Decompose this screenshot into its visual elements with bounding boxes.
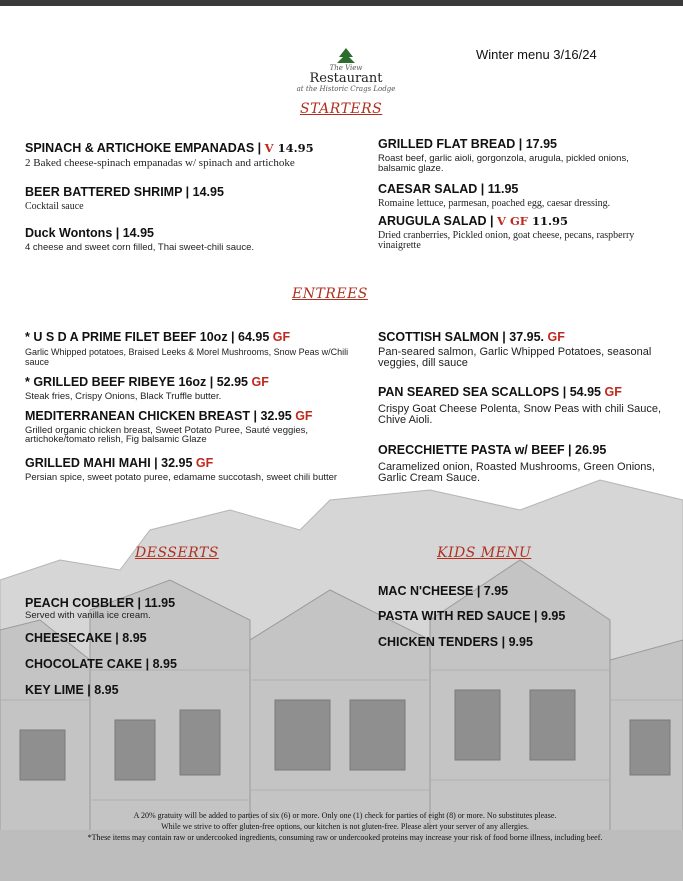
menu-item xyxy=(25,330,355,367)
menu-item xyxy=(378,443,673,484)
item-description: Romaine lettuce, parmesan, poached egg, caesar dressing. xyxy=(378,198,611,209)
menu-item xyxy=(378,635,663,650)
item-name: KEY LIME | 8.95 xyxy=(25,683,119,697)
item-name: MAC N'CHEESE | 7.95 xyxy=(378,584,509,598)
menu-item xyxy=(25,631,325,646)
menu-item xyxy=(25,683,325,698)
item-name: * U S D A PRIME FILET BEEF 10oz | 64.95 xyxy=(25,330,273,344)
item-tag: V GF xyxy=(497,214,528,228)
menu-item xyxy=(378,137,663,174)
item-tag: V xyxy=(264,141,274,155)
restaurant-logo xyxy=(296,48,396,93)
item-description: Steak fries, Crispy Onions, Black Truffle butter. xyxy=(25,391,222,402)
item-name: CHICKEN TENDERS | 9.95 xyxy=(378,635,533,649)
section-kids-menu: KIDS MENU xyxy=(437,545,532,561)
item-name: GRILLED MAHI MAHI | 32.95 xyxy=(25,456,196,470)
item-name: BEER BATTERED SHRIMP | 14.95 xyxy=(25,185,224,199)
item-description: Dried cranberries, Pickled onion, goat cheese, pecans, raspberry vinaigrette xyxy=(378,230,635,251)
item-name: CHEESECAKE | 8.95 xyxy=(25,631,147,645)
menu-item xyxy=(25,185,325,212)
item-description: Cocktail sauce xyxy=(25,201,84,212)
logo-small-bottom: at the Historic Crags Lodge xyxy=(296,85,396,93)
item-description: Pan-seared salmon, Garlic Whipped Potatoes, seasonal veggies, dill sauce xyxy=(378,346,652,369)
item-description: Garlic Whipped potatoes, Braised Leeks & Morel Mushrooms, Snow Peas w/Chili sauce xyxy=(25,347,349,367)
item-name: Duck Wontons | 14.95 xyxy=(25,226,154,240)
menu-item xyxy=(25,596,325,621)
footer-line: While we strive to offer gluten-free options, our kitchen is not gluten-free. Please alert your server of any allergies. xyxy=(161,822,529,831)
menu-date: Winter menu 3/16/24 xyxy=(476,47,597,62)
menu-item xyxy=(378,182,663,209)
item-price: 14.95 xyxy=(273,141,314,155)
menu-item xyxy=(25,226,345,253)
item-tag: GF xyxy=(272,330,291,344)
section-desserts: DESSERTS xyxy=(135,545,219,561)
item-name: PAN SEARED SEA SCALLOPS | 54.95 xyxy=(378,385,605,399)
item-name: ARUGULA SALAD | xyxy=(378,214,498,228)
menu-item xyxy=(25,657,325,672)
menu-item xyxy=(25,409,365,444)
item-description: Grilled organic chicken breast, Sweet Potato Puree, Sauté veggies, artichoke/tomato relish, Fig balsamic Glaze xyxy=(25,425,309,445)
item-description: Persian spice, sweet potato puree, edamame succotash, sweet chili butter xyxy=(25,472,338,483)
item-tag: GF xyxy=(604,385,622,399)
menu-item xyxy=(378,214,663,251)
menu-item xyxy=(378,609,663,624)
item-description: Caramelized onion, Roasted Mushrooms, Green Onions, Garlic Cream Sauce. xyxy=(378,461,655,484)
item-description: Roast beef, garlic aioli, gorgonzola, arugula, pickled onions, balsamic glaze. xyxy=(378,153,629,174)
item-name: * GRILLED BEEF RIBEYE 16oz | 52.95 xyxy=(25,375,252,389)
item-price: 11.95 xyxy=(527,214,568,228)
footer-line: A 20% gratuity will be added to parties of six (6) or more. Only one (1) check for parties of eight (8) or more. No substitutes please. xyxy=(133,811,557,820)
item-name: CHOCOLATE CAKE | 8.95 xyxy=(25,657,177,671)
logo-name: Restaurant xyxy=(309,71,383,86)
logo-small-top: The View xyxy=(329,64,363,72)
menu-item xyxy=(378,330,663,369)
item-name: PEACH COBBLER | 11.95 xyxy=(25,596,176,610)
item-description: Crispy Goat Cheese Polenta, Snow Peas with chili Sauce, Chive Aioli. xyxy=(378,403,662,426)
item-tag: GF xyxy=(251,375,269,389)
menu-item xyxy=(25,141,325,169)
tree-icon xyxy=(335,48,357,64)
item-description: Served with vanilla ice cream. xyxy=(25,610,151,621)
item-name: CAESAR SALAD | 11.95 xyxy=(378,182,519,196)
item-name: SPINACH & ARTICHOKE EMPANADAS | xyxy=(25,141,265,155)
top-bar xyxy=(0,0,683,6)
footer-disclaimer xyxy=(40,810,650,843)
item-name: ORECCHIETTE PASTA w/ BEEF | 26.95 xyxy=(378,443,607,457)
menu-item xyxy=(25,456,355,482)
item-name: GRILLED FLAT BREAD | 17.95 xyxy=(378,137,557,151)
item-description: 2 Baked cheese-spinach empanadas w/ spinach and artichoke xyxy=(25,157,295,169)
item-name: PASTA WITH RED SAUCE | 9.95 xyxy=(378,609,566,623)
item-description: 4 cheese and sweet corn filled, Thai sweet-chili sauce. xyxy=(25,242,255,253)
item-tag: GF xyxy=(195,456,214,470)
item-name: SCOTTISH SALMON | 37.95. xyxy=(378,330,548,344)
section-entrees: ENTREES xyxy=(292,286,368,302)
menu-item xyxy=(378,385,673,426)
section-starters: STARTERS xyxy=(300,101,383,117)
item-tag: GF xyxy=(547,330,565,344)
menu-item xyxy=(378,584,663,599)
item-name: MEDITERRANEAN CHICKEN BREAST | 32.95 xyxy=(25,409,296,423)
footer-line: *These items may contain raw or undercooked ingredients, consuming raw or undercooked proteins may increase your risk of food borne illness, including beef. xyxy=(87,833,603,842)
item-tag: GF xyxy=(295,409,313,423)
menu-item xyxy=(25,375,355,402)
